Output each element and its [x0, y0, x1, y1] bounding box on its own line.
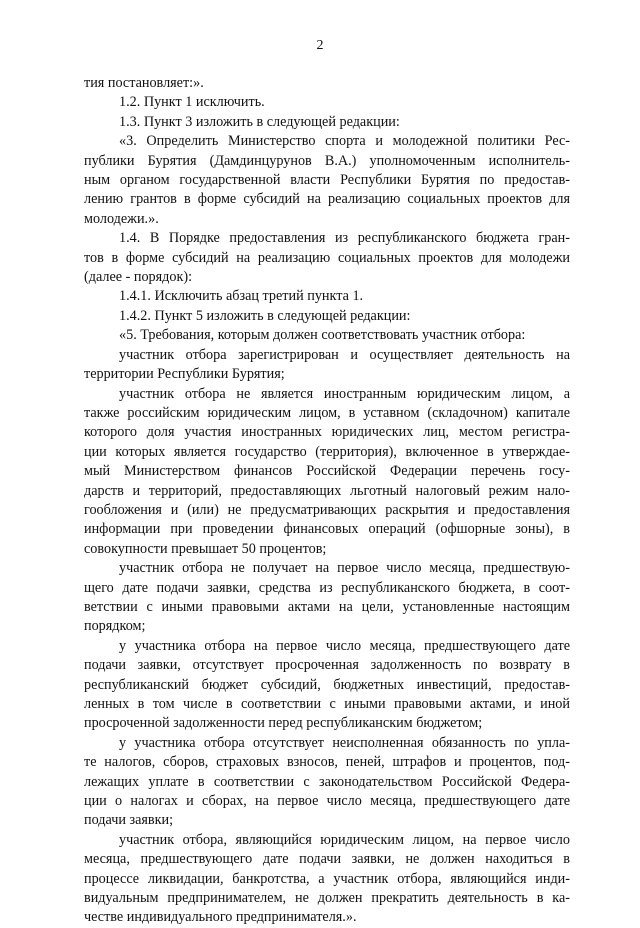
text-line: 1.2. Пункт 1 исключить.	[119, 94, 265, 111]
text-line: (далее - порядок):	[84, 269, 193, 286]
text-line: щего дате подачи заявки, средства из республиканского бюджета, в соот-	[84, 579, 570, 596]
paragraph	[84, 132, 570, 229]
page-number: 2	[316, 38, 324, 53]
text-line: ным органом государственной власти Республики Бурятия по предостав-	[84, 172, 570, 189]
text-line: совокупности превышает 50 процентов;	[84, 540, 327, 557]
text-line: территории Республики Бурятия;	[84, 366, 285, 383]
paragraph	[84, 229, 570, 287]
text-line: порядком;	[84, 618, 146, 635]
text-line: тов в форме субсидий на реализацию социальных проектов для молодежи	[84, 249, 570, 266]
text-line: республиканский бюджет субсидий, бюджетных инвестиций, предостав-	[84, 676, 570, 693]
paragraph	[84, 326, 570, 345]
paragraph	[84, 113, 570, 132]
text-line: честве индивидуального предпринимателя.».	[84, 909, 357, 926]
text-line: у участника отбора на первое число месяца, предшествующего дате	[119, 637, 570, 654]
text-line: ленных в том числе в соответствии с иными правовыми актами, и иной	[84, 696, 570, 712]
text-line: ции о налогах и сборах, на первое число месяца, предшествующего дате	[84, 793, 570, 810]
paragraph	[84, 637, 570, 734]
text-line: те налогов, сборов, страховых взносов, пеней, штрафов и процентов, под-	[84, 754, 570, 771]
paragraph	[84, 307, 570, 326]
text-line: участник отбора зарегистрирован и осуществляет деятельность на	[119, 346, 570, 363]
text-line: 1.3. Пункт 3 изложить в следующей редакции:	[119, 113, 400, 130]
text-line: дарств и территорий, предоставляющих льготный налоговый режим нало-	[84, 482, 570, 499]
text-line: 1.4. В Порядке предоставления из республиканского бюджета гран-	[119, 230, 570, 247]
paragraph	[84, 93, 570, 112]
paragraph	[84, 287, 570, 306]
paragraph	[84, 74, 570, 93]
text-line: просроченной задолженности перед республиканским бюджетом;	[84, 715, 483, 732]
text-line: процессе ликвидации, банкротства, а участник отбора, являющийся инди-	[84, 870, 570, 887]
text-line: подачи заявки;	[84, 812, 174, 829]
text-line: ции которых является государство (территория), включенное в утверждае-	[84, 443, 570, 460]
text-line: лению грантов в форме субсидий на реализацию социальных проектов для	[84, 191, 570, 208]
text-line: подачи заявки, отсутствует просроченная задолженность по возврату в	[84, 657, 570, 674]
document-body	[84, 74, 570, 928]
text-line: месяца, предшествующего дате подачи заявки, не должен находиться в	[84, 851, 570, 868]
text-line: участник отбора не получает на первое число месяца, предшествую-	[119, 560, 570, 577]
text-line: «3. Определить Министерство спорта и молодежной политики Рес-	[119, 133, 570, 150]
text-line: видуальным предпринимателем, не должен прекратить деятельность в ка-	[84, 890, 570, 907]
text-line: 1.4.1. Исключить абзац третий пункта 1.	[119, 288, 364, 305]
paragraph	[84, 346, 570, 385]
paragraph	[84, 734, 570, 831]
text-line: также российским юридическим лицом, в уставном (складочном) капитале	[84, 404, 570, 421]
text-line: мый Министерством финансов Российской Федерации перечень госу-	[84, 463, 570, 480]
text-line: лежащих уплате в соответствии с законодательством Российской Федера-	[84, 773, 570, 790]
text-line: которого доля участия иностранных юридических лиц, местом регистра-	[84, 424, 570, 441]
paragraph	[84, 385, 570, 560]
text-line: молодежи.».	[84, 210, 159, 227]
text-line: участник отбора не является иностранным юридическим лицом, а	[119, 385, 570, 402]
paragraph	[84, 831, 570, 928]
text-line: тия постановляет:».	[84, 75, 204, 91]
text-line: публики Бурятия (Дамдинцурунов В.А.) уполномоченным исполнитель-	[84, 152, 570, 169]
paragraph	[84, 559, 570, 637]
text-line: 1.4.2. Пункт 5 изложить в следующей редакции:	[119, 307, 411, 324]
text-line: гообложения и (или) не предусматривающих раскрытия и предоставления	[84, 501, 570, 518]
text-line: информации при проведении финансовых операций (офшорные зоны), в	[84, 521, 570, 538]
text-line: «5. Требования, которым должен соответствовать участник отбора:	[119, 327, 526, 344]
text-line: участник отбора, являющийся юридическим лицом, на первое число	[119, 831, 570, 848]
text-line: ветствии с иными правовыми актами на цели, установленные настоящим	[84, 598, 570, 615]
text-line: у участника отбора отсутствует неисполненная обязанность по упла-	[119, 734, 570, 751]
